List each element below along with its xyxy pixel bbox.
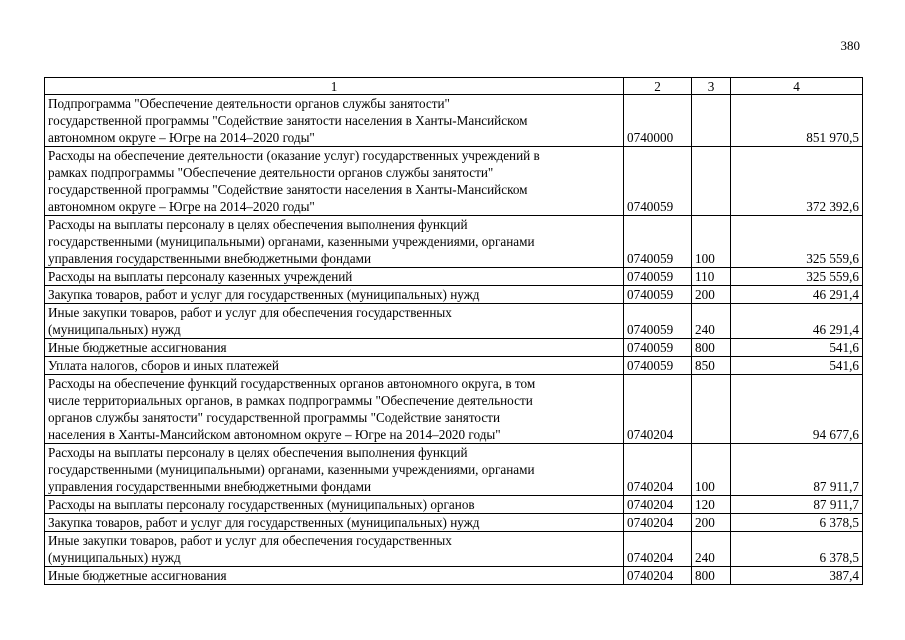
table-header: [45, 78, 863, 95]
table-row: [45, 532, 863, 567]
row-amount: 87 911,7: [731, 444, 863, 496]
row-target-code: 0740204: [624, 496, 692, 514]
table-row: [45, 95, 863, 147]
header-col-amount: 4: [731, 78, 863, 95]
row-expense-type: 100: [692, 216, 731, 268]
table-row: [45, 268, 863, 286]
page-number: 380: [840, 38, 860, 53]
row-target-code: 0740204: [624, 375, 692, 444]
table-row: [45, 567, 863, 585]
row-amount: 325 559,6: [731, 268, 863, 286]
row-expense-type: 800: [692, 567, 731, 585]
row-amount: 372 392,6: [731, 147, 863, 216]
row-amount: 87 911,7: [731, 496, 863, 514]
row-target-code: 0740000: [624, 95, 692, 147]
row-target-code: 0740059: [624, 357, 692, 375]
row-expense-type: [692, 375, 731, 444]
row-expense-type: 240: [692, 304, 731, 339]
table-row: [45, 496, 863, 514]
row-expense-type: 110: [692, 268, 731, 286]
row-target-code: 0740059: [624, 286, 692, 304]
row-name: Иные бюджетные ассигнования: [45, 339, 624, 357]
row-expense-type: [692, 147, 731, 216]
row-name: Расходы на выплаты персоналу государственных (муниципальных) органов: [45, 496, 624, 514]
row-expense-type: [692, 95, 731, 147]
row-target-code: 0740204: [624, 444, 692, 496]
table-row: [45, 514, 863, 532]
row-name: Расходы на обеспечение функций государственных органов автономного округа, в том числе территориальных органов, в рамках подпрограммы "Обеспечение деятельности органов службы занятости" государственной программы "Содействие занятости населения в Ханты-Мансийском автономном округе – Югре на 2014–2020 годы": [45, 375, 624, 444]
row-amount: 541,6: [731, 357, 863, 375]
table-row: [45, 444, 863, 496]
table-row: [45, 375, 863, 444]
table-row: [45, 304, 863, 339]
row-expense-type: 240: [692, 532, 731, 567]
table-row: [45, 216, 863, 268]
row-name: Иные закупки товаров, работ и услуг для обеспечения государственных (муниципальных) нужд: [45, 532, 624, 567]
header-col-type: 3: [692, 78, 731, 95]
row-name: Иные бюджетные ассигнования: [45, 567, 624, 585]
row-target-code: 0740059: [624, 339, 692, 357]
row-name: Иные закупки товаров, работ и услуг для обеспечения государственных (муниципальных) нужд: [45, 304, 624, 339]
header-col-code: 2: [624, 78, 692, 95]
table-body: [45, 95, 863, 585]
row-expense-type: 800: [692, 339, 731, 357]
row-amount: 851 970,5: [731, 95, 863, 147]
row-target-code: 0740059: [624, 304, 692, 339]
row-name: Подпрограмма "Обеспечение деятельности органов службы занятости" государственной программы "Содействие занятости населения в Ханты-Мансийском автономном округе – Югре на 2014–2020 годы": [45, 95, 624, 147]
row-name: Закупка товаров, работ и услуг для государственных (муниципальных) нужд: [45, 286, 624, 304]
budget-table: [44, 77, 863, 585]
row-expense-type: 100: [692, 444, 731, 496]
row-expense-type: 120: [692, 496, 731, 514]
row-amount: 541,6: [731, 339, 863, 357]
row-amount: 46 291,4: [731, 304, 863, 339]
row-name: Уплата налогов, сборов и иных платежей: [45, 357, 624, 375]
table-row: [45, 147, 863, 216]
row-amount: 94 677,6: [731, 375, 863, 444]
row-expense-type: 200: [692, 514, 731, 532]
table-row: [45, 339, 863, 357]
table-row: [45, 286, 863, 304]
row-amount: 325 559,6: [731, 216, 863, 268]
row-name: Расходы на выплаты персоналу в целях обеспечения выполнения функций государственными (муниципальными) органами, казенными учреждениями, органами управления государственными внебюджетными фондами: [45, 216, 624, 268]
row-target-code: 0740059: [624, 216, 692, 268]
header-row: [45, 78, 863, 95]
row-expense-type: 200: [692, 286, 731, 304]
row-amount: 6 378,5: [731, 514, 863, 532]
row-target-code: 0740059: [624, 268, 692, 286]
row-name: Закупка товаров, работ и услуг для государственных (муниципальных) нужд: [45, 514, 624, 532]
table-row: [45, 357, 863, 375]
row-name: Расходы на выплаты персоналу казенных учреждений: [45, 268, 624, 286]
row-target-code: 0740059: [624, 147, 692, 216]
row-target-code: 0740204: [624, 567, 692, 585]
row-amount: 387,4: [731, 567, 863, 585]
row-target-code: 0740204: [624, 532, 692, 567]
row-amount: 6 378,5: [731, 532, 863, 567]
row-target-code: 0740204: [624, 514, 692, 532]
row-name: Расходы на выплаты персоналу в целях обеспечения выполнения функций государственными (муниципальными) органами, казенными учреждениями, органами управления государственными внебюджетными фондами: [45, 444, 624, 496]
row-amount: 46 291,4: [731, 286, 863, 304]
row-name: Расходы на обеспечение деятельности (оказание услуг) государственных учреждений в рамках подпрограммы "Обеспечение деятельности органов службы занятости" государственной программы "Содействие занятости населения в Ханты-Мансийском автономном округе – Югре на 2014–2020 годы": [45, 147, 624, 216]
header-col-name: 1: [45, 78, 624, 95]
row-expense-type: 850: [692, 357, 731, 375]
